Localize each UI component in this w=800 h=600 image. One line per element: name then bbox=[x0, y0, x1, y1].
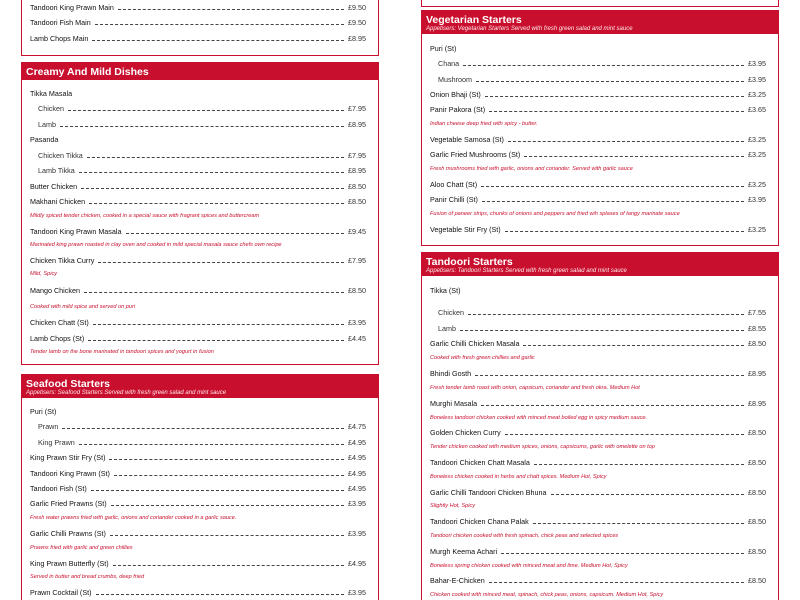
item-description: Tender lamb on the bone marinated in tandoori spices and yogurt in fusion bbox=[30, 349, 214, 355]
menu-item: Golden Chicken Curry £8.50 bbox=[430, 428, 766, 437]
item-heading: Puri (St) bbox=[30, 407, 57, 416]
item-description: Mildly spiced tender chicken, cooked in a special sauce with fragrant spices and buttercream bbox=[30, 213, 260, 219]
menu-item: Chana £3.95 bbox=[438, 59, 766, 68]
menu-item: Prawn Cocktail (St) £3.95 bbox=[30, 588, 366, 597]
menu-item: Garlic Chilli Prawns (St) £3.95 bbox=[30, 529, 366, 538]
menu-item: Garlic Fried Prawns (St) £3.95 bbox=[30, 499, 366, 508]
item-description: Fusion of paneer strips, chunks of onions and peppers and fried wih splases of tangy marinate sauce bbox=[430, 211, 680, 217]
item-description: Tandoori chicken cooked with fresh spinach, chick peas and selected spices bbox=[430, 533, 619, 539]
section-header bbox=[22, 63, 378, 80]
menu-item: Panir Chilli (St) £3.95 bbox=[430, 195, 766, 204]
menu-item: Lamb Tikka £8.95 bbox=[38, 166, 366, 175]
menu-item: Murgh Keema Achari £8.50 bbox=[430, 547, 766, 556]
menu-item: King Prawn £4.95 bbox=[38, 438, 366, 447]
menu-item: Chicken Chatt (St) £3.95 bbox=[30, 318, 366, 327]
item-description: Fresh mushrooms fried with garlic, onions and coriander. Served with garlic sauce bbox=[430, 166, 633, 172]
item-description: Boneless spring chicken cooked with minced meat and lime. Medium Hot, Spicy bbox=[430, 563, 628, 569]
menu-item: Butter Chicken £8.50 bbox=[30, 182, 366, 191]
menu-section-previous bbox=[421, 0, 779, 7]
section-header bbox=[422, 11, 778, 34]
section-title: Creamy And Mild Dishes bbox=[26, 66, 149, 78]
menu-item: Lamb Chops Main £8.95 bbox=[30, 34, 366, 43]
item-description: Boneless tandoori chicken cooked with minced meat boiled egg in spicy medium sauce. bbox=[430, 415, 648, 421]
menu-item: Panir Pakora (St) £3.65 bbox=[430, 105, 766, 114]
section-subtitle: Appetisers: Tandoori Starters Served with fresh green salad and mint sauce bbox=[426, 268, 627, 274]
menu-item: Tandoori Fish (St) £4.95 bbox=[30, 484, 366, 493]
menu-item: Tandoori Fish Main £9.50 bbox=[30, 18, 366, 27]
menu-item: Tandoori Chicken Chatt Masala £8.50 bbox=[430, 458, 766, 467]
menu-item: Mushroom £3.95 bbox=[438, 75, 766, 84]
item-description: Marinated king prawn roasted in clay oven and cooked in mild special masala sauce chefs own recipe bbox=[30, 242, 282, 248]
menu-section-creamy-mild bbox=[21, 62, 379, 365]
menu-item: Murghi Masala £8.95 bbox=[430, 399, 766, 408]
menu-item: Tandoori King Prawn (St) £4.95 bbox=[30, 469, 366, 478]
section-header bbox=[22, 375, 378, 398]
menu-item: Mango Chicken £8.50 bbox=[30, 286, 366, 295]
menu-item: Lamb Chops (St) £4.45 bbox=[30, 334, 366, 343]
item-description: Prawns fried with garlic and green chillies bbox=[30, 545, 133, 551]
menu-item: Garlic Chilli Chicken Masala £8.50 bbox=[430, 339, 766, 348]
menu-item: Bhindi Gosth £8.95 bbox=[430, 369, 766, 378]
menu-item: Vegetable Stir Fry (St) £3.25 bbox=[430, 225, 766, 234]
item-description: Fresh water prawns fried with garlic, onions and coriander cooked in a garlic sauce. bbox=[30, 515, 237, 521]
section-subtitle: Appetisers: Seafood Starters Served with fresh green salad and mint sauce bbox=[26, 390, 227, 396]
menu-item: Bahar-E-Chicken £8.50 bbox=[430, 576, 766, 585]
menu-item: Prawn £4.75 bbox=[38, 422, 366, 431]
menu-item: Aloo Chatt (St) £3.25 bbox=[430, 180, 766, 189]
item-heading: Tikka (St) bbox=[430, 286, 461, 295]
menu-section-vegetarian-starters bbox=[421, 10, 779, 246]
section-subtitle: Appetisers: Vegetarian Starters Served with fresh green salad and mint sauce bbox=[426, 26, 633, 32]
section-header bbox=[422, 253, 778, 276]
menu-item: Garlic Chilli Tandoori Chicken Bhuna £8.50 bbox=[430, 488, 766, 497]
section-title: Tandoori Starters bbox=[426, 256, 513, 268]
menu-item: Chicken Tikka Curry £7.95 bbox=[30, 256, 366, 265]
item-description: Served in butter and bread crumbs, deep fried bbox=[30, 574, 145, 580]
menu-item: Makhani Chicken £8.50 bbox=[30, 197, 366, 206]
item-description: Fresh tender lamb roast with onion, capsicum, coriander and fresh okra. Medium Hot bbox=[430, 385, 640, 391]
menu-item: Garlic Fried Mushrooms (St) £3.25 bbox=[430, 150, 766, 159]
menu-item: King Prawn Stir Fry (St) £4.95 bbox=[30, 453, 366, 462]
item-description: Slightly Hot, Spicy bbox=[430, 503, 476, 509]
item-description: Indian cheese deep fried with spicy - butter. bbox=[430, 121, 538, 127]
item-heading: Pasanda bbox=[30, 135, 59, 144]
menu-section-tandoori-starters bbox=[421, 252, 779, 600]
item-description: Cooked with fresh green chillies and garlic bbox=[430, 355, 535, 361]
menu-item: Tandoori Chicken Chana Palak £8.50 bbox=[430, 517, 766, 526]
item-description: Mild, Spicy bbox=[30, 271, 58, 277]
menu-item: Chicken £7.55 bbox=[438, 308, 766, 317]
menu-item: Lamb £8.55 bbox=[438, 324, 766, 333]
menu-item: Tandoori King Prawn Main £9.50 bbox=[30, 3, 366, 12]
menu-section-mains-continued bbox=[21, 0, 379, 56]
item-description: Tender chicken cooked with medium spices, onions, capsicums, garlic with omelette on top bbox=[430, 444, 655, 450]
item-description: Chicken cooked with minced meat, spinach, chick peas, onions, capsicum. Medium Hot, Spicy bbox=[430, 592, 664, 598]
menu-item: Onion Bhaji (St) £3.25 bbox=[430, 90, 766, 99]
menu-item: Lamb £8.95 bbox=[38, 120, 366, 129]
section-title: Seafood Starters bbox=[26, 378, 111, 390]
menu-item: Tandoori King Prawn Masala £9.45 bbox=[30, 227, 366, 236]
section-title: Vegetarian Starters bbox=[426, 14, 522, 26]
menu-item: Vegetable Samosa (St) £3.25 bbox=[430, 135, 766, 144]
item-description: Boneless chicken cooked in herbs and chatt spices. Medium Hot, Spicy bbox=[430, 474, 607, 480]
item-description: Cooked with mild spice and served on puri bbox=[30, 304, 136, 310]
menu-item: Chicken £7.95 bbox=[38, 104, 366, 113]
menu-item: Chicken Tikka £7.95 bbox=[38, 151, 366, 160]
menu-section-seafood-starters bbox=[21, 374, 379, 600]
item-heading: Tikka Masala bbox=[30, 89, 73, 98]
menu-item: King Prawn Butterfly (St) £4.95 bbox=[30, 559, 366, 568]
item-heading: Puri (St) bbox=[430, 44, 457, 53]
